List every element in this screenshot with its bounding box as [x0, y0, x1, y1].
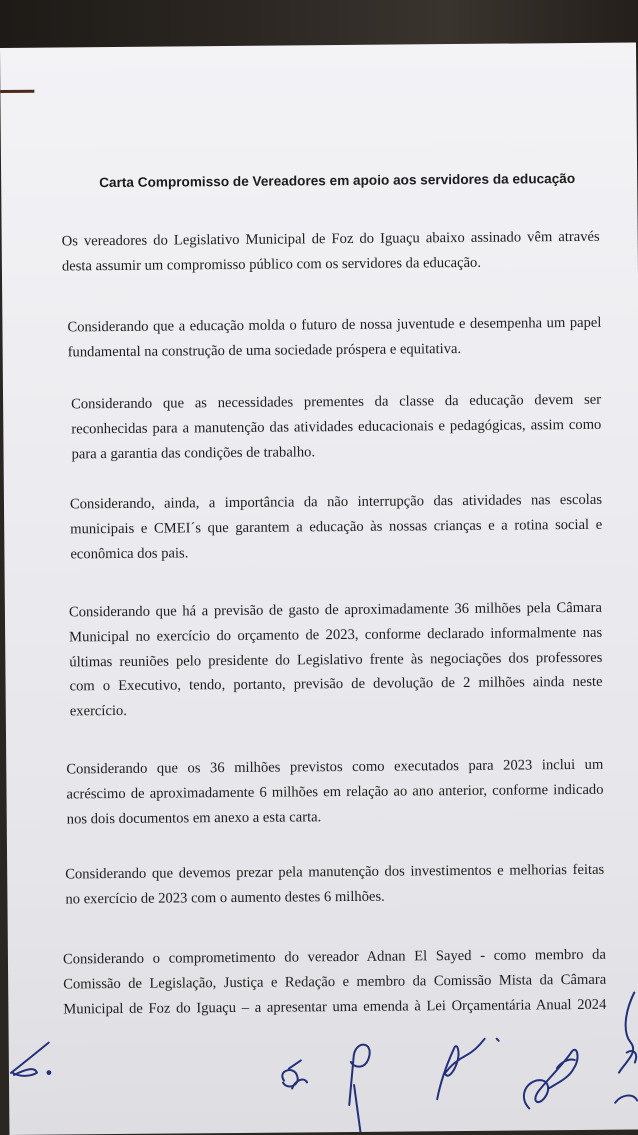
signatures: [9, 1027, 638, 1135]
text-line: Os vereadores do Legislativo Municipal de Foz do Iguaçu abaixo assinado vêm através: [61, 228, 600, 250]
text-line: Considerando que os 36 milhões previstos como executados para 2023 inclui um: [66, 756, 604, 778]
text-line: Considerando que as necessidades prementes da classe da educação devem ser: [71, 391, 602, 413]
text-line: Municipal no exercício do orçamento de 2023, conforme declarado informalmente nas: [69, 624, 603, 646]
text-line: econômica dos pais.: [70, 544, 189, 562]
signature-3: [349, 1045, 371, 1135]
margin-initials: [604, 982, 638, 1132]
text-line: Considerando que a educação molda o futuro de nossa juventude e desempenha um papel: [67, 314, 602, 336]
text-line: Considerando o comprometimento do vereador Adnan El Sayed - como membro da: [62, 946, 607, 968]
paragraph-1: [67, 311, 601, 365]
text-line: Municipal de Foz do Iguaçu – a apresentar uma emenda à Lei Orçamentária Anual 2024: [63, 996, 607, 1018]
text-line: no exercício de 2023 com o aumento destes 6 milhões.: [65, 888, 385, 908]
signature-dot: [48, 1071, 51, 1074]
text-line: últimas reuniões pelo presidente do Legislativo frente às negociações dos professores: [69, 649, 603, 671]
text-line: Considerando que devemos prezar pela manutenção dos investimentos e melhorias feitas: [65, 861, 605, 883]
paragraph-2: [71, 388, 602, 467]
paragraph-6: [65, 858, 604, 912]
text-line: reconhecidas para a manutenção das atividades educacionais e pedagógicas, assim como: [71, 416, 602, 438]
text-line: acréscimo de aproximadamente 6 milhões em relação ao ano anterior, conforme indicado: [66, 781, 604, 803]
document-title: Carta Compromisso de Vereadores em apoio aos servidores da educação: [99, 170, 576, 191]
letter-page: [0, 42, 638, 1135]
text-line: Comissão de Legislação, Justiça e Redação e membro da Comissão Mista da Câmara: [63, 971, 607, 993]
text-line: para a garantia das condições de trabalho.: [71, 443, 316, 462]
text-line: Considerando, ainda, a importância da não interrupção das atividades nas escolas: [69, 491, 603, 513]
text-line: fundamental na construção de uma sociedade próspera e equitativa.: [67, 340, 462, 361]
signature-2: [282, 1060, 307, 1088]
paragraph-3: [70, 488, 603, 567]
text-line: exercício.: [69, 703, 127, 720]
paragraph-intro: [62, 225, 600, 279]
text-line: municipais e CMEI´s que garantem a educação às nossas crianças e a rotina social e: [70, 516, 603, 538]
text-line: desta assumir um compromisso público com os servidores da educação.: [61, 254, 482, 275]
signature-4: [437, 1039, 500, 1100]
paragraph-4: [69, 596, 603, 725]
signature-5: [523, 1050, 578, 1109]
corner-mark: [0, 90, 34, 93]
text-line: Considerando que há a previsão de gasto de aproximadamente 36 milhões pela Câmara: [68, 599, 602, 621]
paragraph-7: [63, 943, 607, 1022]
text-line: nos dois documentos em anexo a esta carta.: [66, 808, 322, 828]
text-line: com o Executivo, tendo, portanto, previsão de devolução de 2 milhões ainda neste: [69, 674, 603, 695]
paragraph-5: [66, 753, 604, 832]
signature-1: [11, 1043, 49, 1076]
